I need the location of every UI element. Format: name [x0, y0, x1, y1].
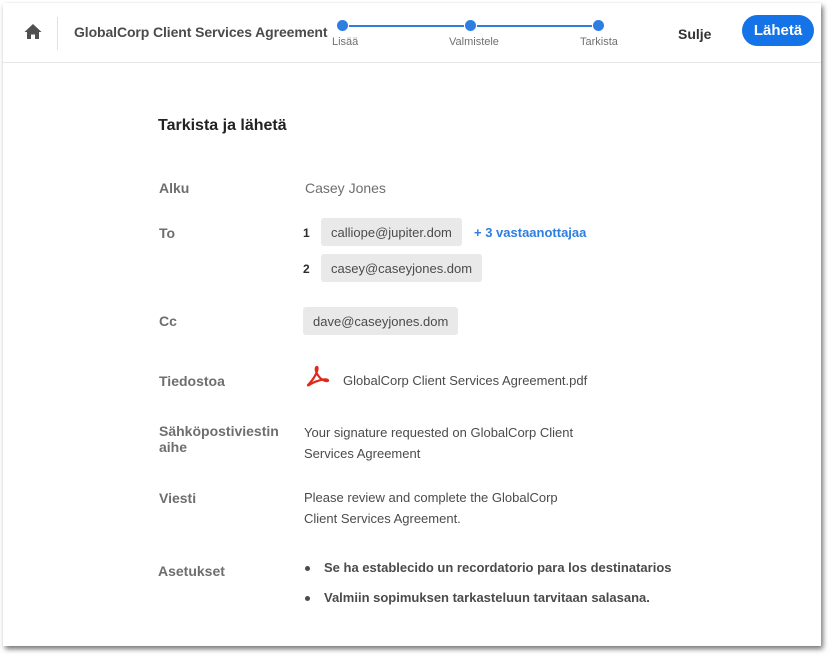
recipient-order-2: 2 — [303, 262, 310, 276]
bullet — [305, 566, 310, 571]
step-dot-prepare[interactable] — [465, 20, 476, 31]
step-dot-add[interactable] — [337, 20, 348, 31]
files-label: Tiedostoa — [159, 373, 225, 389]
subject-label-line2: aihe — [159, 439, 188, 455]
more-recipients-link[interactable]: + 3 vastaanottajaa — [474, 225, 587, 240]
message-label: Viesti — [159, 490, 197, 506]
step-label-prepare[interactable]: Valmistele — [449, 36, 499, 48]
agreement-title: GlobalCorp Client Services Agreement — [74, 24, 328, 40]
step-dot-review[interactable] — [593, 20, 604, 31]
bullet — [305, 596, 310, 601]
cc-label: Cc — [159, 313, 177, 329]
sender-name: Casey Jones — [305, 180, 386, 196]
email-subject-line2: Services Agreement — [304, 446, 421, 461]
settings-item-reminder — [303, 559, 672, 589]
settings-list — [303, 559, 672, 619]
step-label-review[interactable]: Tarkista — [580, 36, 618, 48]
email-subject-line1: Your signature requested on GlobalCorp Client — [304, 425, 574, 440]
top-bar — [3, 3, 821, 63]
progress-stepper — [332, 23, 618, 53]
step-label-add[interactable]: Lisää — [332, 36, 359, 48]
recipient-chip-1[interactable]: calliope@jupiter.dom — [321, 218, 462, 246]
from-label: Alku — [159, 180, 190, 196]
recipient-chip-2[interactable]: casey@caseyjones.dom — [321, 254, 482, 282]
page-title: Tarkista ja lähetä — [158, 117, 287, 134]
pdf-icon[interactable] — [305, 364, 331, 393]
close-button[interactable]: Sulje — [678, 26, 712, 42]
review-panel — [3, 63, 821, 646]
attached-file-name[interactable]: GlobalCorp Client Services Agreement.pdf — [343, 373, 588, 388]
message-line2: Client Services Agreement. — [304, 511, 461, 526]
app-window — [3, 3, 821, 646]
message-line1: Please review and complete the GlobalCorp — [304, 490, 558, 505]
settings-item-text: Valmiin sopimuksen tarkasteluun tarvitaan salasana. — [324, 590, 650, 605]
settings-label: Asetukset — [158, 563, 225, 579]
settings-item-text: Se ha establecido un recordatorio para los destinatarios — [324, 560, 672, 575]
settings-item-password — [303, 589, 672, 619]
to-label: To — [159, 225, 176, 241]
cc-chip[interactable]: dave@caseyjones.dom — [303, 307, 458, 335]
send-button[interactable]: Lähetä — [742, 15, 814, 46]
subject-label-line1: Sähköpostiviestin — [159, 423, 279, 439]
divider — [57, 17, 58, 50]
home-icon[interactable] — [21, 20, 45, 44]
recipient-order-1: 1 — [303, 226, 310, 240]
